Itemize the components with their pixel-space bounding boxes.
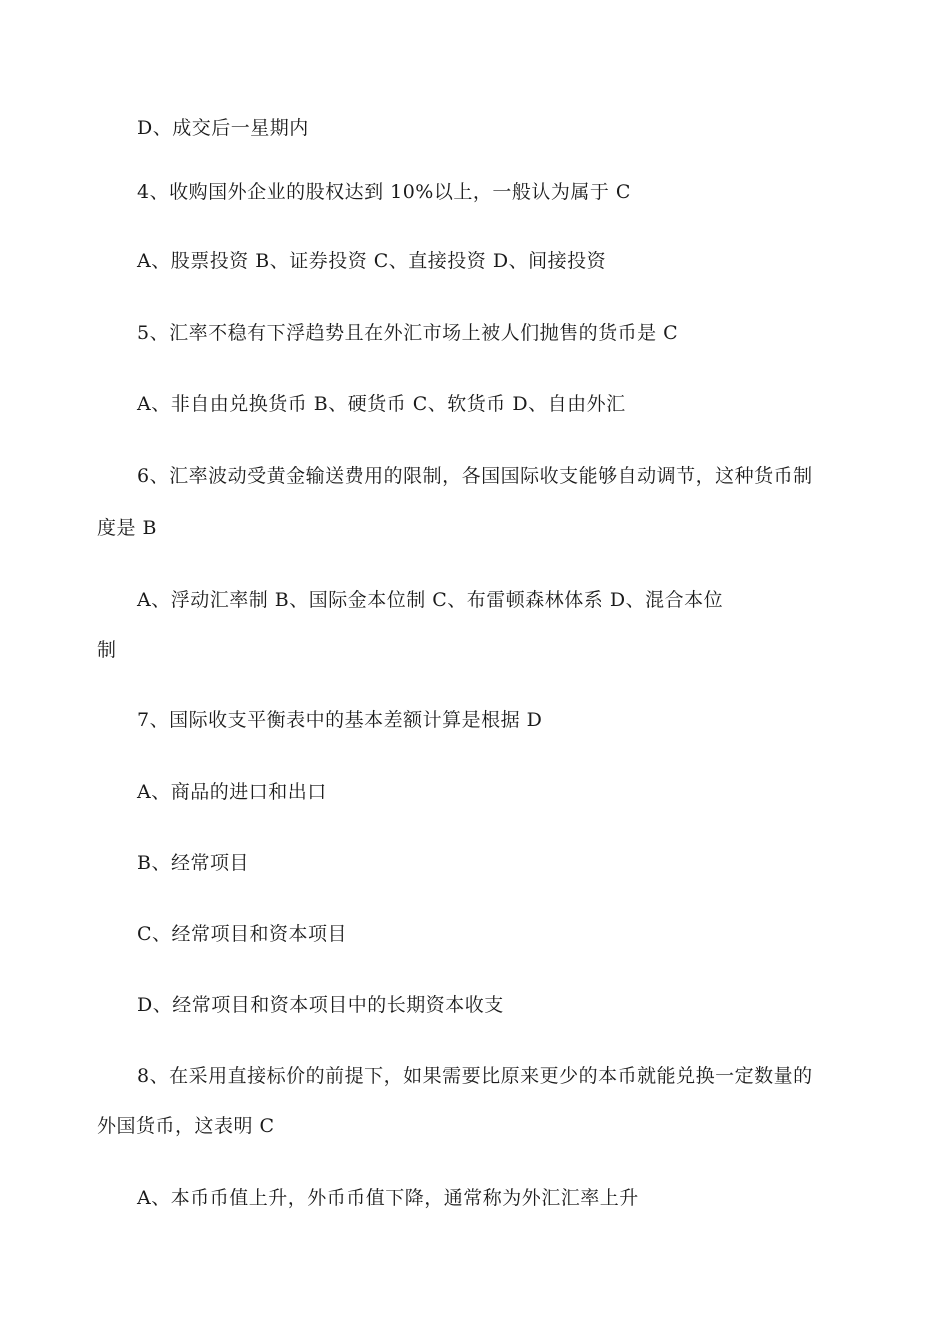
question-4-options: A、股票投资 B、证券投资 C、直接投资 D、间接投资 — [137, 250, 607, 272]
question-6-line-2: 度是 B — [97, 517, 158, 539]
question-6-options-line-2: 制 — [97, 639, 117, 661]
question-8-option-a: A、本币币值上升，外币币值下降，通常称为外汇汇率上升 — [137, 1187, 639, 1209]
question-8-line-2: 外国货币，这表明 C — [97, 1115, 275, 1137]
question-7-option-a: A、商品的进口和出口 — [137, 781, 327, 803]
question-4: 4、收购国外企业的股权达到 10%以上，一般认为属于 C — [137, 181, 631, 203]
question-7-option-b: B、经常项目 — [137, 852, 249, 874]
question-5-options: A、非自由兑换货币 B、硬货币 C、软货币 D、自由外汇 — [137, 393, 626, 415]
option-d-line: D、成交后一星期内 — [137, 117, 309, 139]
question-7-option-c: C、经常项目和资本项目 — [137, 923, 348, 945]
question-8-line-1: 8、在采用直接标价的前提下，如果需要比原来更少的本币就能兑换一定数量的 — [137, 1065, 813, 1087]
question-6-line-1: 6、汇率波动受黄金输送费用的限制，各国国际收支能够自动调节，这种货币制 — [137, 465, 813, 487]
question-5: 5、汇率不稳有下浮趋势且在外汇市场上被人们抛售的货币是 C — [137, 322, 679, 344]
question-7-option-d: D、经常项目和资本项目中的长期资本收支 — [137, 994, 504, 1016]
question-7: 7、国际收支平衡表中的基本差额计算是根据 D — [137, 709, 543, 731]
question-6-options-line-1: A、浮动汇率制 B、国际金本位制 C、布雷顿森林体系 D、混合本位 — [137, 589, 724, 611]
